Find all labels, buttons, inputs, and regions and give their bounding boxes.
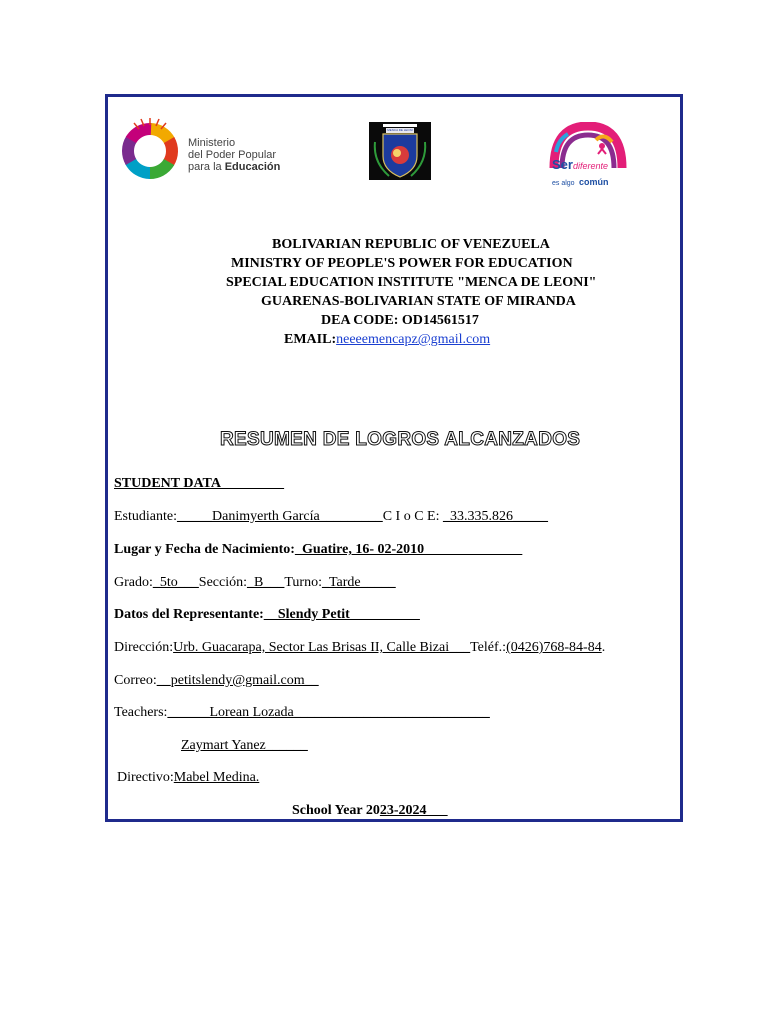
directivo-value: Mabel Medina. [173,770,260,785]
seccion-label: Sección: [198,575,247,590]
teacher2-value: Zaymart Yanez______ [181,738,308,753]
header-line-state: GUARENAS-BOLIVARIAN STATE OF MIRANDA [261,294,576,309]
correo-value: __petitslendy@gmail.com__ [156,673,319,688]
correo-label: Correo: [114,673,157,688]
ministry-line2: del Poder Popular [188,149,277,161]
header-line-institute: SPECIAL EDUCATION INSTITUTE "MENCA DE LEONI" [226,275,597,290]
correo-row [114,673,319,689]
comun-word: común [579,177,609,187]
ser-diferente-logo [548,122,628,187]
direccion-value: Urb. Guacarapa, Sector Las Brisas II, Calle Bizai___ [173,640,471,655]
email-label: EMAIL: [284,332,337,347]
school-year-value: 23-2024___ [379,803,448,818]
teachers-label: Teachers: [114,705,168,720]
header-line-republic: BOLIVARIAN REPUBLIC OF VENEZUELA [272,237,550,252]
seccion-value: _B___ [247,575,285,590]
student-data-heading: STUDENT DATA_________ [114,476,284,491]
turno-value: _Tarde_____ [321,575,396,590]
turno-label: Turno: [284,575,322,590]
diferente-word: diferente [572,161,608,171]
directivo-label: Directivo: [117,770,174,785]
grado-label: Grado: [114,575,153,590]
nacimiento-row [114,542,522,558]
representante-row [114,607,420,623]
ministry-logo [120,115,285,183]
cedula-value: _33.335.826_____ [442,509,548,524]
direccion-row: Dirección:Urb. Guacarapa, Sector Las Brisas II, Calle Bizai___Teléf.:(0426)768-84-84. [114,640,606,655]
grado-value: _5to___ [152,575,199,590]
ministry-line3: para la [188,161,225,173]
ministry-ring-icon [120,117,180,181]
es-algo-word: es algo [552,180,575,187]
email-link[interactable]: neeeemencapz@gmail.com [336,332,491,347]
nacimiento-label: Lugar y Fecha de Nacimiento: [114,542,295,557]
header-line-ministry: MINISTRY OF PEOPLE'S POWER FOR EDUCATION [231,256,573,271]
cedula-label: C I o C E: [382,509,443,524]
estudiante-value: _____Danimyerth García_________ [177,509,383,524]
document-title: RESUMEN DE LOGROS ALCANZADOS [220,429,581,450]
grado-row [114,575,396,591]
school-badge-logo [369,122,431,180]
representante-value: __Slendy Petit__________ [263,607,420,622]
telefono-label: Teléf.: [470,640,507,655]
direccion-label: Dirección: [114,640,174,655]
header-email-row [284,332,490,348]
teachers-row [114,705,490,721]
ministry-line1: Ministerio [188,137,236,149]
school-year-label: School Year 20 [292,803,380,818]
directivo-row [117,770,259,786]
teacher1-value: ______Lorean Lozada____________________________ [167,705,490,720]
nacimiento-value: _Guatire, 16- 02-2010______________ [294,542,523,557]
representante-label: Datos del Representante: [114,607,264,622]
header-line-dea-code: DEA CODE: OD14561517 [321,313,479,328]
ministry-educacion: Educación [224,161,281,173]
ser-word: Ser [552,157,573,172]
school-year-row [292,803,448,819]
telefono-value: (0426)768-84-84 [506,640,602,655]
estudiante-label: Estudiante: [114,509,177,524]
school-badge-text: MENCA DE LEONI [387,128,413,132]
estudiante-row [114,509,548,525]
